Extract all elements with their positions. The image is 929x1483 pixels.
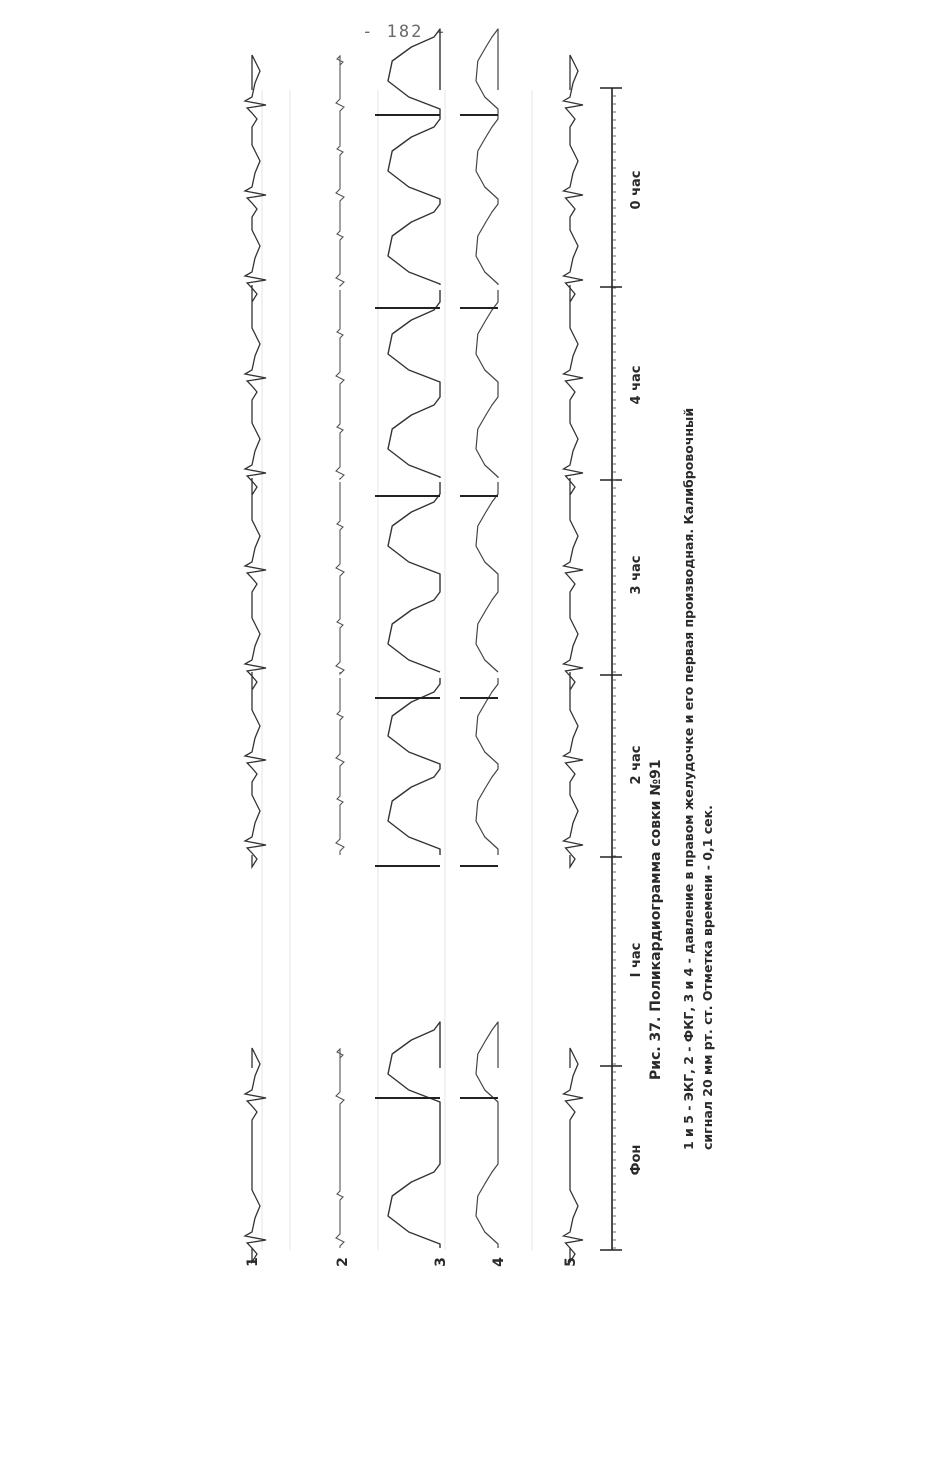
caption-line2: сигнал 20 мм рт. ст. Отметка времени - 0,1 сек. — [700, 805, 715, 1150]
rv-pressure-trace-3 — [388, 482, 440, 672]
dpdt-trace-4 — [476, 29, 498, 285]
time-label: I час — [629, 942, 644, 978]
rv-pressure-trace-3 — [388, 290, 440, 478]
pcg-trace-2 — [336, 56, 344, 1248]
caption-line1: 1 и 5 - ЭКГ, 2 - ФКГ, 3 и 4 - давление в правом желудочке и его первая производная. Калибровочный — [681, 407, 696, 1150]
rv-pressure-trace-3 — [388, 29, 440, 285]
dpdt-trace-4 — [476, 290, 498, 478]
dpdt-trace-4 — [476, 482, 498, 672]
trace-label: 3 — [433, 1257, 449, 1267]
page-number: - 182 - — [362, 22, 448, 42]
trace-label: 5 — [563, 1257, 579, 1267]
time-label: 3 час — [629, 555, 644, 595]
dpdt-trace-4 — [476, 678, 498, 855]
time-label: 0 час — [629, 170, 644, 210]
time-label: 4 час — [629, 365, 644, 405]
trace-label: 1 — [245, 1257, 261, 1267]
rv-pressure-trace-3 — [388, 678, 440, 855]
caption-title: Рис. 37. Поликардиограмма совки №91 — [648, 759, 664, 1080]
rv-pressure-trace-3 — [388, 1022, 440, 1248]
trace-label: 4 — [491, 1257, 507, 1267]
trace-label: 2 — [335, 1257, 351, 1267]
traces — [245, 29, 583, 1262]
figure-caption — [648, 408, 715, 1150]
time-label: Фон — [629, 1144, 644, 1176]
dpdt-trace-4 — [476, 1022, 498, 1248]
time-label: 2 час — [629, 745, 644, 785]
ecg-trace-1 — [245, 55, 266, 1262]
ecg-trace-5 — [564, 55, 584, 1262]
trace-labels — [245, 1257, 579, 1267]
time-axis — [600, 88, 644, 1250]
